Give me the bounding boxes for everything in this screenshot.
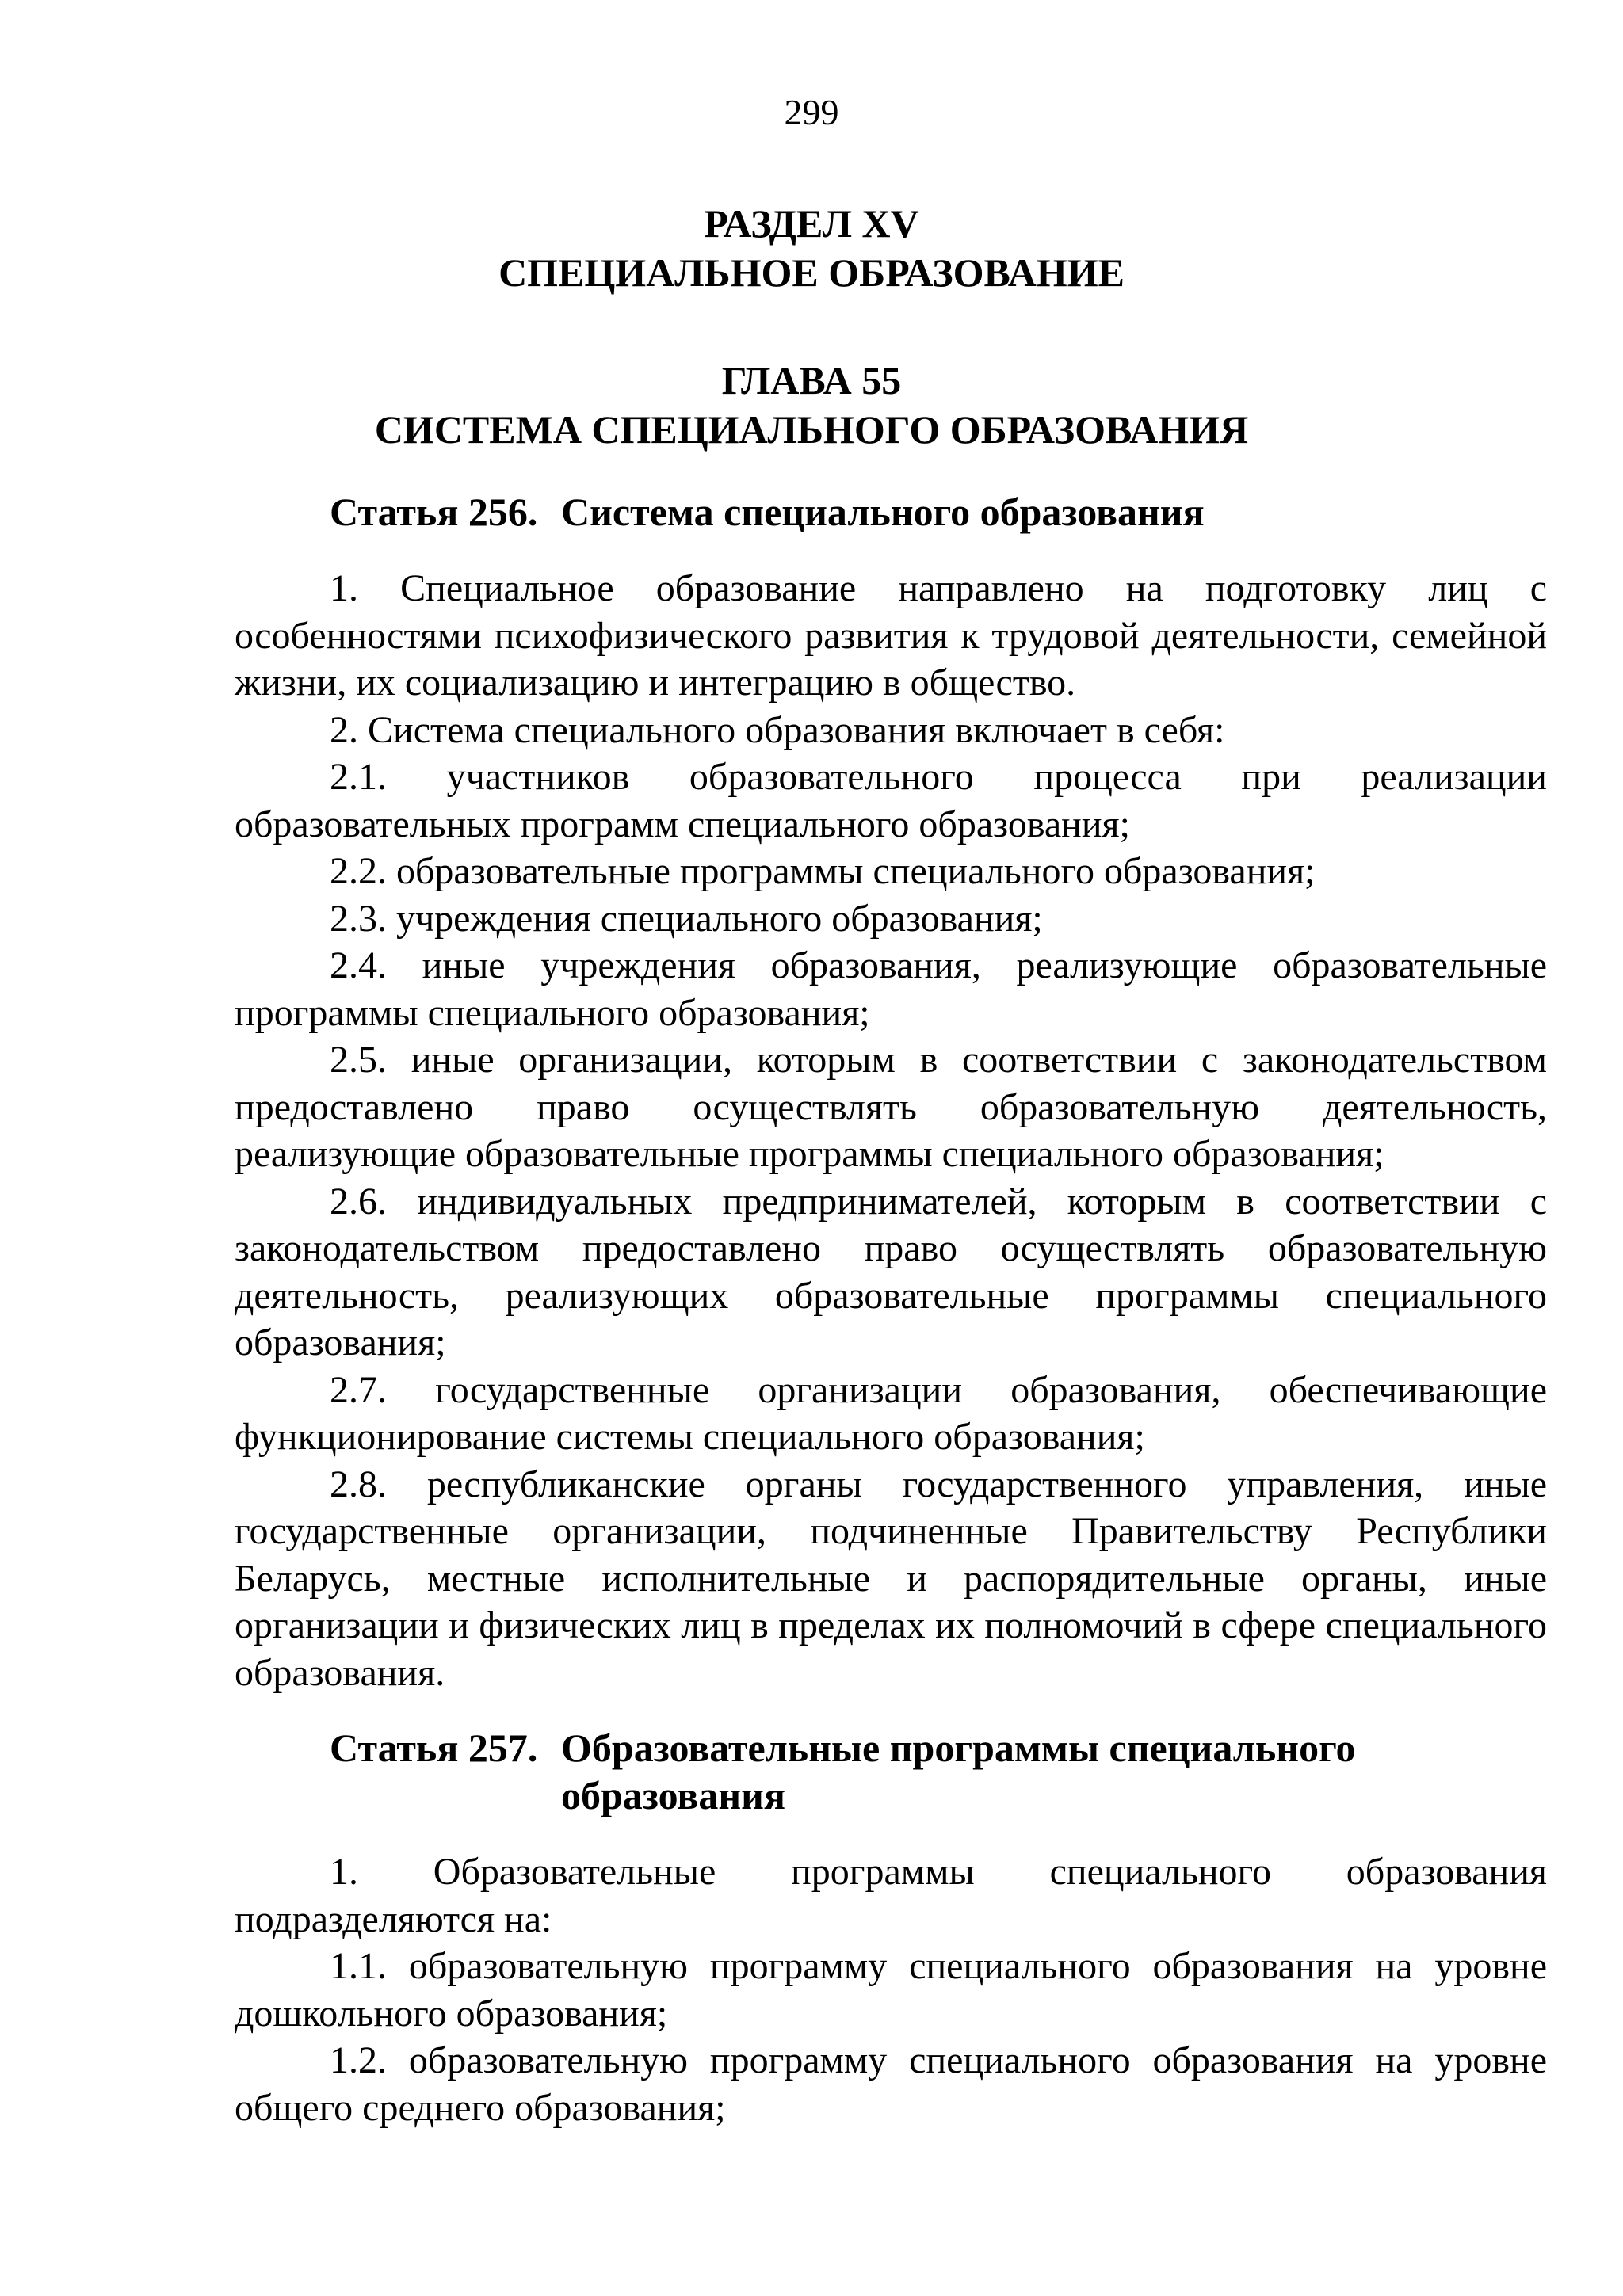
article-256-body bbox=[235, 565, 1547, 1696]
article-256-paragraph: 2.1. участников образовательного процесса при реализации образовательных программ специального образования; bbox=[235, 756, 1547, 845]
article-257-title-line1: Образовательные программы специального bbox=[561, 1726, 1356, 1770]
section-title: СПЕЦИАЛЬНОЕ ОБРАЗОВАНИЕ bbox=[498, 250, 1125, 295]
article-256-title: Система специального образования bbox=[561, 490, 1205, 534]
chapter-label: ГЛАВА 55 bbox=[721, 358, 902, 402]
article-256-paragraph: 2.4. иные учреждения образования, реализующие образовательные программы специального образования; bbox=[235, 944, 1547, 1034]
article-256-paragraph: 2.8. республиканские органы государственного управления, иные государственные организации, подчиненные Правительству Республики Беларусь, местные исполнительные и распорядительные органы, иные организации и физических лиц в пределах их полномочий в сфере специального образования. bbox=[235, 1463, 1547, 1694]
page-number: 299 bbox=[784, 92, 839, 132]
article-257-paragraph: 1.2. образовательную программу специального образования на уровне общего среднего образования; bbox=[235, 2039, 1547, 2129]
article-256-paragraph: 2.2. образовательные программы специального образования; bbox=[330, 850, 1316, 892]
article-256-paragraph: 2.3. учреждения специального образования; bbox=[330, 897, 1043, 940]
article-257-title-line2: образования bbox=[561, 1773, 786, 1817]
article-256-paragraph: 2.6. индивидуальных предпринимателей, которым в соответствии с законодательством предоставлено право осуществлять образовательную деятельность, реализующих образовательные программы специального образования; bbox=[235, 1180, 1547, 1363]
article-257-paragraph: 1. Образовательные программы специального образования подразделяются на: bbox=[235, 1851, 1547, 1940]
article-256-paragraph: 1. Специальное образование направлено на подготовку лиц с особенностями психофизического развития к трудовой деятельности, семейной жизни, их социализацию и интеграцию в общество. bbox=[235, 567, 1547, 704]
article-256-paragraph: 2.5. иные организации, которым в соответствии с законодательством предоставлено право осуществлять образовательную деятельность, реализующие образовательные программы специального образования; bbox=[235, 1039, 1547, 1175]
chapter-title: СИСТЕМА СПЕЦИАЛЬНОГО ОБРАЗОВАНИЯ bbox=[374, 407, 1249, 452]
article-257-heading bbox=[330, 1724, 1356, 1817]
section-label: РАЗДЕЛ XV bbox=[704, 201, 919, 246]
article-257-paragraph: 1.1. образовательную программу специального образования на уровне дошкольного образования; bbox=[235, 1945, 1547, 2035]
article-257-body bbox=[235, 1848, 1547, 2131]
article-256-paragraph: 2. Система специального образования включает в себя: bbox=[330, 708, 1225, 751]
article-256-number: Статья 256. bbox=[330, 490, 538, 534]
article-256-paragraph: 2.7. государственные организации образования, обеспечивающие функционирование системы специального образования; bbox=[235, 1368, 1547, 1458]
article-256-heading bbox=[330, 488, 1205, 536]
article-257-number: Статья 257. bbox=[330, 1726, 538, 1770]
